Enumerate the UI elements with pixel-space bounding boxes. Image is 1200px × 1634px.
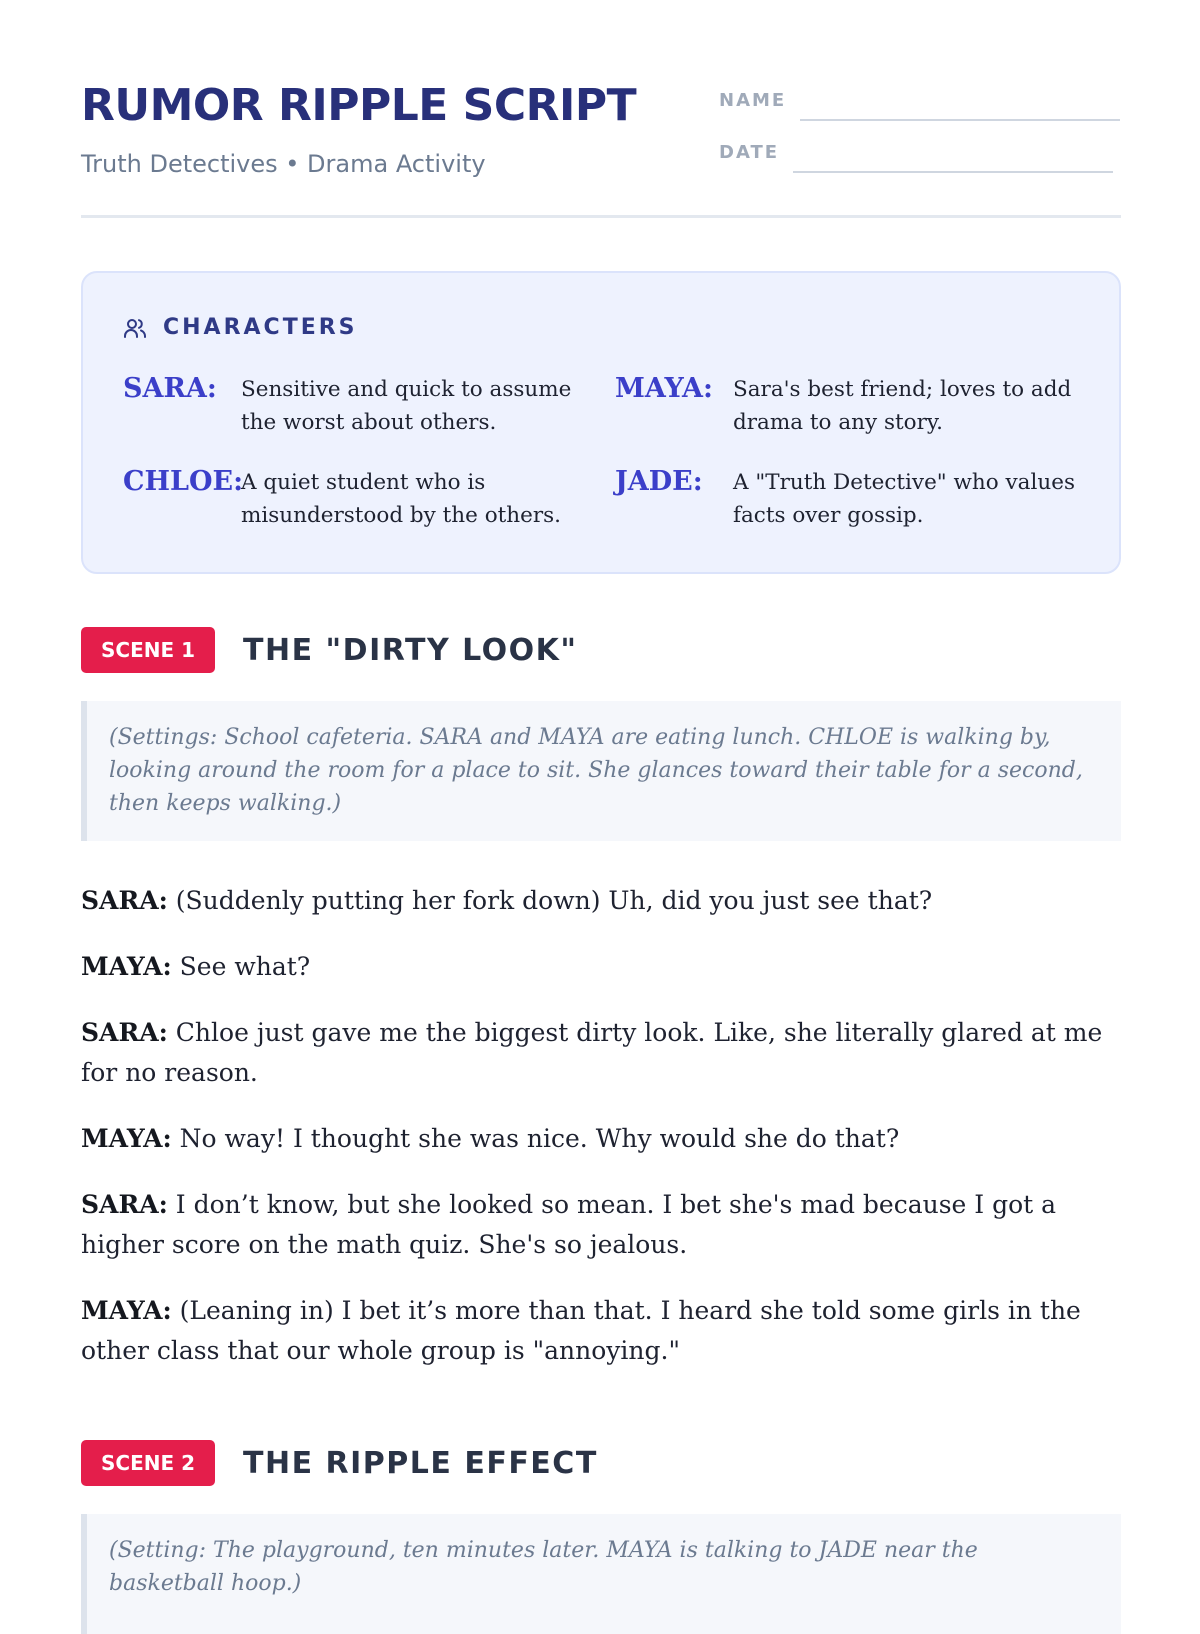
scene-badge: SCENE 1 bbox=[81, 627, 215, 673]
line-text: No way! I thought she was nice. Why would she do that? bbox=[171, 1124, 900, 1153]
character-name: SARA: bbox=[123, 373, 217, 404]
scene-1-heading bbox=[81, 627, 578, 673]
scene-2-heading bbox=[81, 1440, 598, 1486]
date-field[interactable] bbox=[719, 142, 1113, 163]
page-title: RUMOR RIPPLE SCRIPT bbox=[81, 80, 637, 131]
header bbox=[81, 0, 1121, 218]
character-desc: A "Truth Detective" who values facts over gossip. bbox=[733, 470, 1075, 528]
scene-1-dialogue bbox=[81, 881, 1121, 1397]
line-text: (Leaning in) I bet it’s more than that. I heard she told some girls in the other class that our whole group is "annoying." bbox=[81, 1296, 1081, 1365]
line-text: I don’t know, but she looked so mean. I bet she's mad because I got a higher score on the math quiz. She's so jealous. bbox=[81, 1190, 1057, 1259]
character-name: CHLOE: bbox=[123, 466, 244, 497]
characters-panel bbox=[81, 271, 1121, 574]
speaker: MAYA: bbox=[81, 1124, 172, 1153]
speaker: SARA: bbox=[81, 886, 168, 915]
dialogue-line bbox=[81, 1185, 1121, 1265]
dialogue-line bbox=[81, 881, 1121, 921]
speaker: SARA: bbox=[81, 1190, 168, 1219]
dialogue-line bbox=[81, 1291, 1121, 1371]
worksheet-page bbox=[81, 0, 1121, 1596]
speaker: MAYA: bbox=[81, 952, 172, 981]
character-desc: Sensitive and quick to assume the worst about others. bbox=[241, 377, 572, 435]
page-subtitle: Truth Detectives • Drama Activity bbox=[81, 150, 486, 178]
name-label: NAME bbox=[719, 90, 787, 111]
dialogue-line bbox=[81, 1119, 1121, 1159]
line-text: Chloe just gave me the biggest dirty look. Like, she literally glared at me for no reason. bbox=[81, 1018, 1103, 1087]
scene-title: THE "DIRTY LOOK" bbox=[243, 632, 578, 668]
line-text: See what? bbox=[171, 952, 311, 981]
scene-1-setting: (Settings: School cafeteria. SARA and MAYA are eating lunch. CHLOE is walking by, looking around the room for a place to sit. She glances toward their table for a second, then keeps walking.) bbox=[81, 701, 1121, 841]
date-line[interactable] bbox=[793, 170, 1113, 173]
date-label: DATE bbox=[719, 142, 780, 163]
scene-2-setting: (Setting: The playground, ten minutes later. MAYA is talking to JADE near the basketball hoop.) bbox=[81, 1514, 1121, 1634]
speaker: SARA: bbox=[81, 1018, 168, 1047]
character-name: JADE: bbox=[615, 466, 703, 497]
users-icon bbox=[123, 316, 147, 340]
characters-title: CHARACTERS bbox=[163, 315, 358, 340]
name-field[interactable] bbox=[719, 90, 1120, 111]
character-desc: Sara's best friend; loves to add drama to any story. bbox=[733, 377, 1072, 435]
character-desc: A quiet student who is misunderstood by the others. bbox=[241, 470, 562, 528]
dialogue-line bbox=[81, 947, 1121, 987]
character-name: MAYA: bbox=[615, 373, 713, 404]
scene-badge: SCENE 2 bbox=[81, 1440, 215, 1486]
dialogue-line bbox=[81, 1013, 1121, 1093]
speaker: MAYA: bbox=[81, 1296, 172, 1325]
scene-title: THE RIPPLE EFFECT bbox=[243, 1445, 598, 1481]
name-line[interactable] bbox=[800, 118, 1120, 121]
characters-heading bbox=[123, 315, 358, 340]
line-text: (Suddenly putting her fork down) Uh, did you just see that? bbox=[167, 886, 933, 915]
